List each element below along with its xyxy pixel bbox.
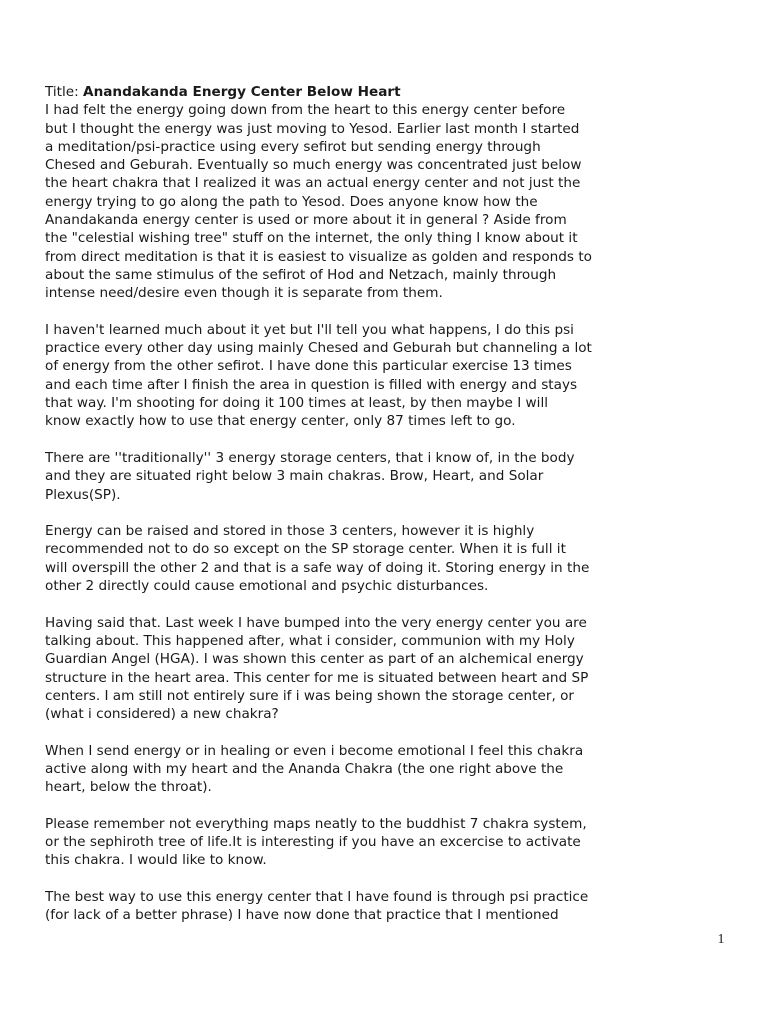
paragraph-list [45,101,665,924]
text-line: Guardian Angel (HGA). I was shown this center as part of an alchemical energy [45,651,584,668]
text-line: about the same stimulus of the sefirot of Hod and Netzach, mainly through [45,266,557,283]
text-line: Please remember not everything maps neatly to the buddhist 7 chakra system, [45,815,587,832]
text-line: of energy from the other sefirot. I have done this particular exercise 13 times [45,358,572,375]
document-body [45,83,665,943]
text-line: centers. I am still not entirely sure if i was being shown the storage center, or [45,687,574,704]
text-line: heart, below the throat). [45,779,212,796]
text-line: and they are situated right below 3 main chakras. Brow, Heart, and Solar [45,468,544,485]
paragraph [45,522,665,595]
paragraph [45,101,665,302]
text-line: recommended not to do so except on the SP storage center. When it is full it [45,541,566,558]
text-line: intense need/desire even though it is separate from them. [45,285,443,302]
title-label: Title: [45,84,79,100]
text-line: (for lack of a better phrase) I have now done that practice that I mentioned [45,907,559,924]
paragraph [45,614,665,724]
text-line: this chakra. I would like to know. [45,852,267,869]
text-line: and each time after I finish the area in question is filled with energy and stays [45,376,578,393]
text-line: will overspill the other 2 and that is a safe way of doing it. Storing energy in the [45,559,590,576]
text-line: Plexus(SP). [45,486,121,503]
text-line: (what i considered) a new chakra? [45,706,279,723]
text-line: When I send energy or in healing or even i become emotional I feel this chakra [45,742,584,759]
paragraph [45,321,665,431]
text-line: know exactly how to use that energy center, only 87 times left to go. [45,413,516,430]
title-line [45,83,665,101]
text-line: or the sephiroth tree of life.It is interesting if you have an excercise to activate [45,834,581,851]
paragraph [45,888,665,925]
text-line: There are ''traditionally'' 3 energy storage centers, that i know of, in the body [45,449,575,466]
text-line: that way. I'm shooting for doing it 100 times at least, by then maybe I will [45,395,549,412]
text-line: Having said that. Last week I have bumped into the very energy center you are [45,614,587,631]
paragraph [45,742,665,797]
page-number: 1 [717,932,725,947]
text-line: I haven't learned much about it yet but I'll tell you what happens, I do this psi [45,321,574,338]
text-line: energy trying to go along the path to Yesod. Does anyone know how the [45,193,538,210]
text-line: structure in the heart area. This center for me is situated between heart and SP [45,669,589,686]
text-line: other 2 directly could cause emotional and psychic disturbances. [45,578,489,595]
text-line: from direct meditation is that it is easiest to visualize as golden and responds to [45,248,592,265]
paragraph [45,815,665,870]
text-line: Anandakanda energy center is used or more about it in general ? Aside from [45,212,567,229]
text-line: I had felt the energy going down from the heart to this energy center before [45,102,566,119]
text-line: talking about. This happened after, what i consider, communion with my Holy [45,632,575,649]
text-line: a meditation/psi-practice using every sefirot but sending energy through [45,138,541,155]
text-line: the heart chakra that I realized it was an actual energy center and not just the [45,175,581,192]
paragraph [45,449,665,504]
text-line: active along with my heart and the Ananda Chakra (the one right above the [45,760,564,777]
text-line: practice every other day using mainly Chesed and Geburah but channeling a lot [45,340,592,357]
text-line: The best way to use this energy center that I have found is through psi practice [45,889,589,906]
text-line: the "celestial wishing tree" stuff on the internet, the only thing I know about it [45,230,578,247]
text-line: but I thought the energy was just moving to Yesod. Earlier last month I started [45,120,580,137]
document-title: Anandakanda Energy Center Below Heart [83,84,401,100]
text-line: Chesed and Geburah. Eventually so much energy was concentrated just below [45,157,582,174]
text-line: Energy can be raised and stored in those 3 centers, however it is highly [45,523,535,540]
